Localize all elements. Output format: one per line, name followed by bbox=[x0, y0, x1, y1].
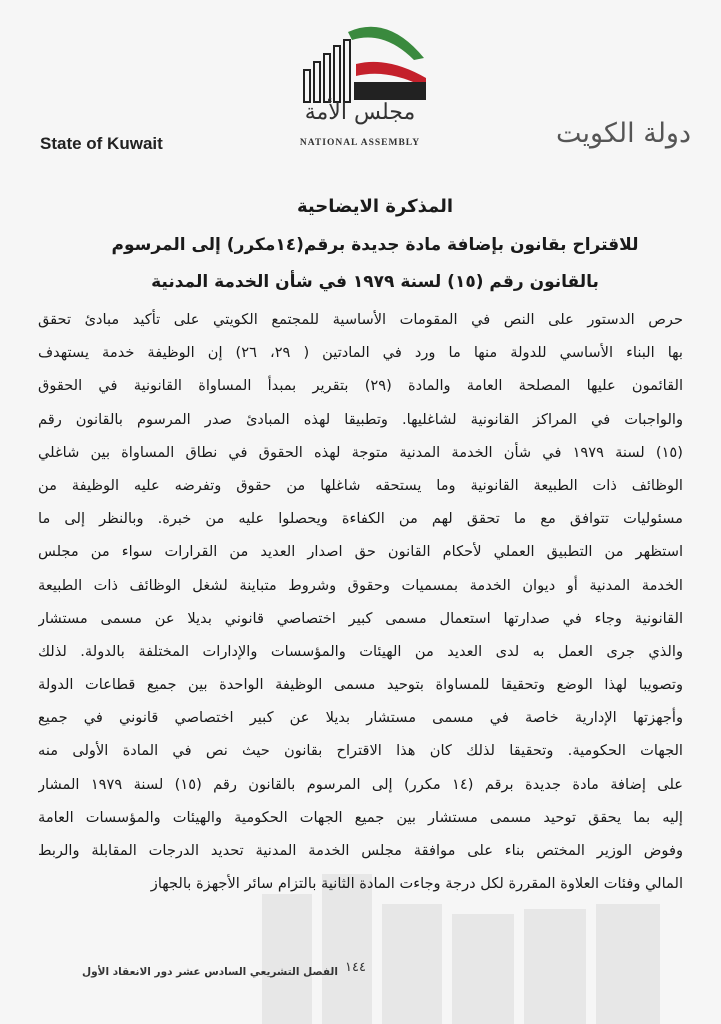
body-line: الجهات الحكومية. وتحقيقا لذلك كان هذا الاقتراح بقانون حيث نص في المادة الأولى منه bbox=[38, 742, 683, 760]
assembly-name-ar: مجلس الأمة bbox=[304, 100, 416, 125]
watermark-bar bbox=[382, 904, 442, 1024]
national-assembly-logo bbox=[296, 18, 436, 104]
letterhead bbox=[0, 0, 721, 180]
document-subtitle-line-2: بالقانون رقم (١٥) لسنة ١٩٧٩ في شأن الخدمة المدنية bbox=[151, 272, 599, 292]
document-subtitle-line-1: للاقتراح بقانون بإضافة مادة جديدة برقم(١٤مكرر) إلى المرسوم bbox=[111, 235, 639, 255]
watermark-bar bbox=[262, 894, 312, 1024]
logo-green-arc bbox=[348, 27, 424, 60]
body-line: والذي جرى العمل به لدى العديد من الهيئات والمؤسسات والإدارات المختلفة بالدولة. لذلك bbox=[38, 642, 683, 660]
body-line: حرص الدستور على النص في المقومات الأساسية للمجتمع الكويتي على تأكيد مبادئ تحقق bbox=[38, 311, 683, 328]
assembly-name-en: NATIONAL ASSEMBLY bbox=[299, 138, 421, 148]
body-line: القائمون عليها المصلحة العامة والمادة (٢٩) بتقرير بمبدأ المساواة القانونية في الحقوق bbox=[38, 377, 683, 395]
body-line: على إضافة مادة جديدة برقم (١٤ مكرر) إلى المرسوم بالقانون رقم (١٥) لسنة ١٩٧٩ المشار bbox=[38, 775, 683, 793]
body-line: الوظائف ذات الطبيعة القانونية وما يستحقه شاغلها من حقوق وتفرضه عليه الوظيفة من bbox=[38, 476, 683, 494]
watermark-bar bbox=[452, 914, 514, 1024]
body-line: وأجهزتها الإدارية خاصة في مسمى مستشار بديلا عن كبير اختصاصي قانوني في جميع bbox=[38, 709, 683, 727]
body-line: استظهر من التطبيق العملي لأحكام القانون حق اصدار العديد من القرارات سواء من مجلس bbox=[38, 543, 683, 561]
state-name-en: State of Kuwait bbox=[40, 134, 163, 153]
page-number: ١٤٤ bbox=[345, 960, 366, 975]
body-line: بها البناء الأساسي للدولة منها ما ورد في المادتين ( ٢٩، ٢٦) إن الوظيفة خدمة يستهدف bbox=[38, 344, 683, 362]
body-line: المالي وفئات العلاوة المقررة لكل درجة وجاءت المادة الثانية بالتزام سائر الأجهزة بالجهاز bbox=[150, 875, 683, 893]
body-line: وفوض الوزير المختص بناء على موافقة مجلس الخدمة المدنية تحديد الدرجات المقابلة والربط bbox=[38, 842, 683, 859]
body-line: وتصويبا لهذا الوضع وتحقيقا للمساواة بتوحيد مسمى الوظيفة الواحدة بين جميع قطاعات الدولة bbox=[38, 676, 683, 694]
watermark-bar bbox=[524, 909, 586, 1024]
body-line: مسئوليات تتوافق مع ما تحقق لهم من الكفاءة ويحصلوا عليه من خبرة. وبالنظر إلى ما bbox=[38, 510, 683, 528]
memo-body bbox=[38, 303, 683, 900]
body-line: إليه بما يحقق توحيد مسمى مستشار بين جميع الجهات الحكومية والهيئات والمؤسسات العامة bbox=[38, 808, 683, 826]
watermark-bar bbox=[596, 904, 660, 1024]
body-line: القانونية وجاء في صدارتها استعمال مسمى كبير اختصاصي قانوني بديلا عن مسمى مستشار bbox=[38, 609, 683, 627]
body-line: الخدمة المدنية أو ديوان الخدمة بمسميات وحقوق وشروط متباينة لشغل الوظائف ذات الطبيعة bbox=[38, 576, 683, 594]
document-title: المذكرة الايضاحية bbox=[296, 196, 453, 217]
state-name-ar: دولة الكويت bbox=[556, 118, 691, 149]
body-line: والواجبات في المراكز القانونية لشاغليها. وتطبيقا لهذه المبادئ صدر المرسوم بالقانون رقم bbox=[38, 410, 683, 428]
body-line: (١٥) لسنة ١٩٧٩ في شأن الخدمة المدنية متوجة لهذه الحقوق في نطاق المساواة بين شاغلي bbox=[38, 443, 683, 461]
logo-black-block bbox=[354, 82, 426, 100]
session-footer: الفصل التشريعي السادس عشر دور الانعقاد الأول bbox=[82, 966, 338, 978]
logo-columns bbox=[304, 40, 350, 102]
